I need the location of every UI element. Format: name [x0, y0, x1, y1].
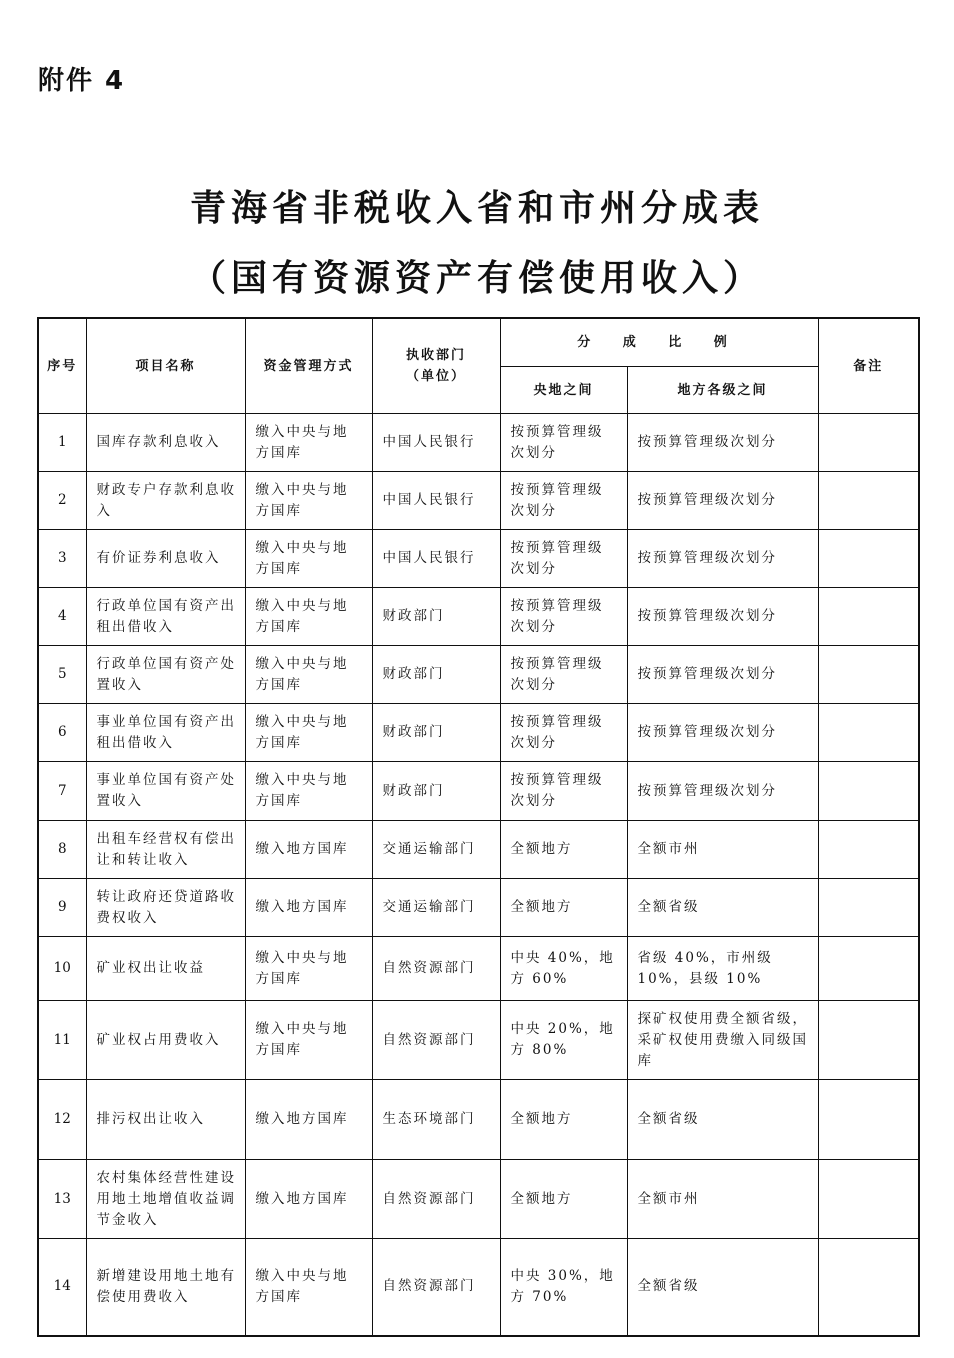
header-local-levels: 地方各级之间: [627, 367, 818, 414]
table-row: [38, 879, 919, 937]
cell-local-levels: 全额省级: [627, 1080, 818, 1160]
cell-item-name: 转让政府还贷道路收费权收入: [86, 879, 245, 937]
cell-fund-management: 缴入地方国库: [245, 821, 372, 879]
cell-department: 中国人民银行: [372, 530, 500, 588]
cell-item-name: 有价证券利息收入: [86, 530, 245, 588]
cell-local-levels: 按预算管理级次划分: [627, 704, 818, 762]
cell-department: 自然资源部门: [372, 1239, 500, 1336]
cell-local-levels: 省级 40%，市州级 10%，县级 10%: [627, 937, 818, 1001]
table-row: [38, 1160, 919, 1239]
cell-item-name: 事业单位国有资产出租出借收入: [86, 704, 245, 762]
table-row: [38, 530, 919, 588]
cell-department: 自然资源部门: [372, 1001, 500, 1080]
cell-seq: 5: [38, 646, 86, 704]
cell-fund-management: 缴入地方国库: [245, 1160, 372, 1239]
cell-local-levels: 全额市州: [627, 821, 818, 879]
cell-seq: 14: [38, 1239, 86, 1336]
table-row: [38, 704, 919, 762]
cell-central-local: 按预算管理级次划分: [500, 704, 627, 762]
cell-fund-management: 缴入中央与地方国库: [245, 414, 372, 472]
cell-item-name: 排污权出让收入: [86, 1080, 245, 1160]
cell-item-name: 农村集体经营性建设用地土地增值收益调节金收入: [86, 1160, 245, 1239]
cell-remarks: [818, 1160, 919, 1239]
document-subtitle: （国有资源资产有偿使用收入）: [189, 257, 764, 299]
cell-seq: 8: [38, 821, 86, 879]
header-fund-management: 资金管理方式: [245, 318, 372, 414]
cell-seq: 6: [38, 704, 86, 762]
cell-seq: 10: [38, 937, 86, 1001]
table-row: [38, 1239, 919, 1336]
cell-fund-management: 缴入中央与地方国库: [245, 937, 372, 1001]
cell-department: 自然资源部门: [372, 937, 500, 1001]
header-ratio: 分 成 比 例: [500, 318, 818, 367]
cell-fund-management: 缴入中央与地方国库: [245, 762, 372, 821]
cell-seq: 2: [38, 472, 86, 530]
cell-fund-management: 缴入中央与地方国库: [245, 704, 372, 762]
cell-item-name: 行政单位国有资产出租出借收入: [86, 588, 245, 646]
cell-seq: 9: [38, 879, 86, 937]
cell-department: 自然资源部门: [372, 1160, 500, 1239]
header-central-local: 央地之间: [500, 367, 627, 414]
cell-item-name: 国库存款利息收入: [86, 414, 245, 472]
cell-local-levels: 按预算管理级次划分: [627, 472, 818, 530]
header-department-line1: 执收部门: [405, 348, 466, 363]
cell-central-local: 全额地方: [500, 821, 627, 879]
cell-fund-management: 缴入中央与地方国库: [245, 1239, 372, 1336]
cell-local-levels: 按预算管理级次划分: [627, 762, 818, 821]
cell-remarks: [818, 762, 919, 821]
cell-seq: 4: [38, 588, 86, 646]
cell-central-local: 按预算管理级次划分: [500, 472, 627, 530]
header-department-line2: （单位）: [405, 369, 466, 384]
table-row: [38, 762, 919, 821]
cell-seq: 1: [38, 414, 86, 472]
cell-seq: 3: [38, 530, 86, 588]
cell-remarks: [818, 646, 919, 704]
cell-item-name: 矿业权出让收益: [86, 937, 245, 1001]
header-seq: 序号: [38, 318, 86, 414]
cell-department: 财政部门: [372, 762, 500, 821]
cell-fund-management: 缴入中央与地方国库: [245, 1001, 372, 1080]
cell-central-local: 按预算管理级次划分: [500, 646, 627, 704]
attachment-label: 附件 4: [38, 66, 126, 96]
cell-local-levels: 全额省级: [627, 879, 818, 937]
cell-remarks: [818, 530, 919, 588]
cell-central-local: 中央 20%，地方 80%: [500, 1001, 627, 1080]
cell-central-local: 全额地方: [500, 879, 627, 937]
cell-central-local: 按预算管理级次划分: [500, 530, 627, 588]
table-row: [38, 1080, 919, 1160]
cell-remarks: [818, 472, 919, 530]
cell-remarks: [818, 414, 919, 472]
cell-central-local: 全额地方: [500, 1160, 627, 1239]
cell-seq: 7: [38, 762, 86, 821]
header-item: 项目名称: [86, 318, 245, 414]
table-row: [38, 821, 919, 879]
cell-department: 财政部门: [372, 646, 500, 704]
cell-remarks: [818, 937, 919, 1001]
cell-remarks: [818, 1239, 919, 1336]
cell-department: 交通运输部门: [372, 821, 500, 879]
table-row: [38, 937, 919, 1001]
document-title: 青海省非税收入省和市州分成表: [189, 187, 764, 229]
cell-item-name: 新增建设用地土地有偿使用费收入: [86, 1239, 245, 1336]
cell-seq: 13: [38, 1160, 86, 1239]
cell-remarks: [818, 879, 919, 937]
table-row: [38, 472, 919, 530]
table-body: [38, 414, 919, 1336]
cell-local-levels: 按预算管理级次划分: [627, 414, 818, 472]
cell-local-levels: 按预算管理级次划分: [627, 530, 818, 588]
cell-central-local: 按预算管理级次划分: [500, 588, 627, 646]
cell-item-name: 财政专户存款利息收入: [86, 472, 245, 530]
cell-local-levels: 全额市州: [627, 1160, 818, 1239]
cell-local-levels: 按预算管理级次划分: [627, 646, 818, 704]
cell-remarks: [818, 1001, 919, 1080]
cell-central-local: 按预算管理级次划分: [500, 414, 627, 472]
table-row: [38, 414, 919, 472]
table-row: [38, 588, 919, 646]
cell-fund-management: 缴入中央与地方国库: [245, 530, 372, 588]
cell-item-name: 行政单位国有资产处置收入: [86, 646, 245, 704]
cell-local-levels: 全额省级: [627, 1239, 818, 1336]
table-row: [38, 646, 919, 704]
cell-remarks: [818, 821, 919, 879]
cell-fund-management: 缴入地方国库: [245, 1080, 372, 1160]
table-row: [38, 1001, 919, 1080]
cell-department: 中国人民银行: [372, 472, 500, 530]
cell-fund-management: 缴入中央与地方国库: [245, 646, 372, 704]
cell-item-name: 出租车经营权有偿出让和转让收入: [86, 821, 245, 879]
cell-remarks: [818, 1080, 919, 1160]
cell-item-name: 矿业权占用费收入: [86, 1001, 245, 1080]
cell-fund-management: 缴入地方国库: [245, 879, 372, 937]
cell-department: 财政部门: [372, 588, 500, 646]
header-department: [372, 318, 500, 414]
cell-fund-management: 缴入中央与地方国库: [245, 588, 372, 646]
cell-seq: 12: [38, 1080, 86, 1160]
cell-item-name: 事业单位国有资产处置收入: [86, 762, 245, 821]
cell-remarks: [818, 704, 919, 762]
cell-central-local: 按预算管理级次划分: [500, 762, 627, 821]
cell-central-local: 中央 40%，地方 60%: [500, 937, 627, 1001]
table-header-row: [38, 318, 919, 367]
cell-department: 中国人民银行: [372, 414, 500, 472]
cell-department: 生态环境部门: [372, 1080, 500, 1160]
cell-remarks: [818, 588, 919, 646]
cell-local-levels: 探矿权使用费全额省级，采矿权使用费缴入同级国库: [627, 1001, 818, 1080]
cell-central-local: 全额地方: [500, 1080, 627, 1160]
header-remarks: 备注: [818, 318, 919, 414]
revenue-sharing-table: [37, 317, 920, 1337]
cell-department: 财政部门: [372, 704, 500, 762]
cell-central-local: 中央 30%，地方 70%: [500, 1239, 627, 1336]
cell-department: 交通运输部门: [372, 879, 500, 937]
cell-seq: 11: [38, 1001, 86, 1080]
cell-local-levels: 按预算管理级次划分: [627, 588, 818, 646]
cell-fund-management: 缴入中央与地方国库: [245, 472, 372, 530]
